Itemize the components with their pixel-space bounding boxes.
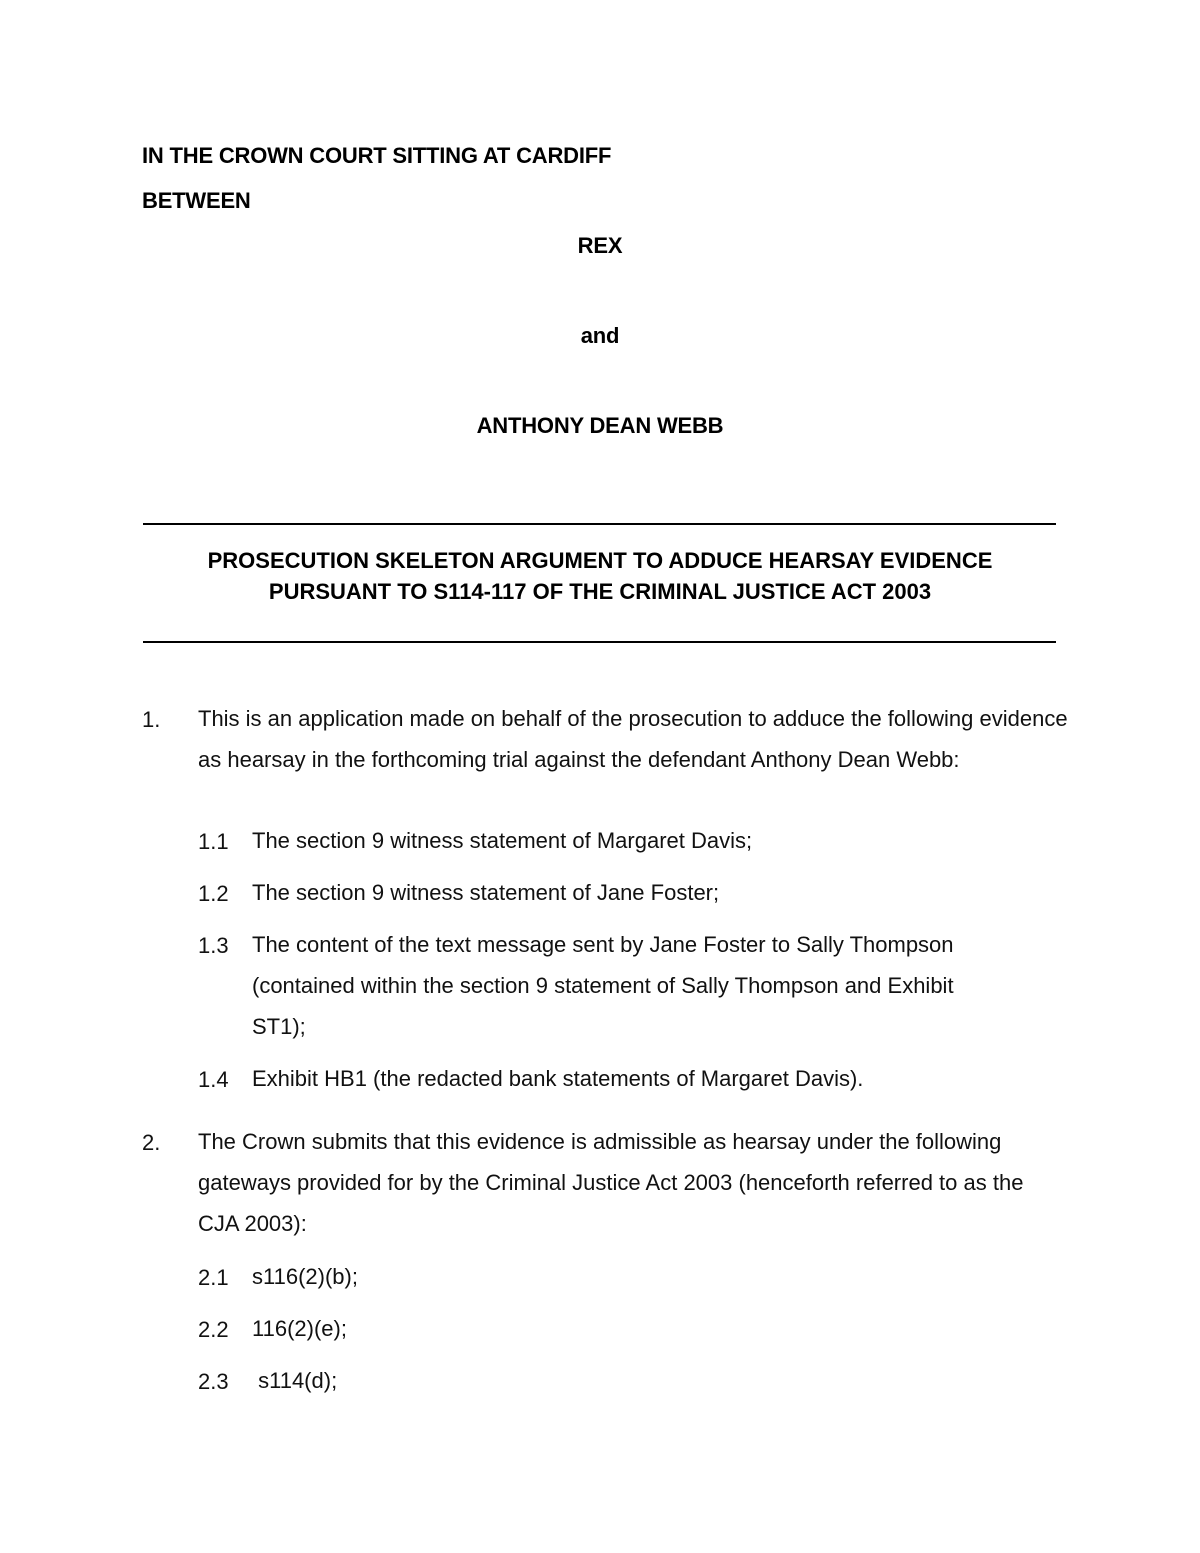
- between-label: BETWEEN: [142, 188, 251, 213]
- and-label: and: [580, 323, 620, 348]
- sub-item-text: s114(d);: [252, 1368, 338, 1393]
- title-line-1: PROSECUTION SKELETON ARGUMENT TO ADDUCE HEARSAY EVIDENCE: [207, 548, 993, 573]
- paragraph-text: This is an application made on behalf of the prosecution to adduce the following evidence as hearsay in the forthcoming trial against the defendant Anthony Dean Webb:: [198, 706, 1068, 772]
- party-two: ANTHONY DEAN WEBB: [476, 413, 724, 438]
- title-bottom-rule: [143, 641, 1056, 643]
- sub-item-number: 1.3: [198, 933, 229, 958]
- sub-item-text: s116(2)(b);: [252, 1264, 358, 1289]
- party-one: REX: [577, 233, 623, 258]
- sub-item-number: 1.2: [198, 881, 229, 906]
- sub-item-text: 116(2)(e);: [252, 1316, 347, 1341]
- title-top-rule: [143, 523, 1056, 525]
- sub-item-text: Exhibit HB1 (the redacted bank statements of Margaret Davis).: [252, 1066, 864, 1091]
- sub-item-text: The content of the text message sent by Jane Foster to Sally Thompson (contained within the section 9 statement of Sally Thompson and Exhibit ST1);: [252, 932, 954, 1039]
- sub-item-text: The section 9 witness statement of Jane Foster;: [252, 880, 720, 905]
- title-line-2: PURSUANT TO S114-117 OF THE CRIMINAL JUSTICE ACT 2003: [268, 579, 932, 604]
- court-heading: IN THE CROWN COURT SITTING AT CARDIFF: [142, 143, 612, 168]
- sub-item-number: 1.4: [198, 1067, 229, 1092]
- sub-item-number: 2.3: [198, 1369, 229, 1394]
- paragraph-number: 1.: [142, 707, 161, 732]
- paragraph-text: The Crown submits that this evidence is admissible as hearsay under the following gateways provided for by the Criminal Justice Act 2003 (henceforth referred to as the CJA 2003):: [198, 1129, 1024, 1236]
- sub-item-number: 2.1: [198, 1265, 229, 1290]
- sub-item-number: 1.1: [198, 829, 229, 854]
- paragraph-number: 2.: [142, 1130, 161, 1155]
- sub-item-number: 2.2: [198, 1317, 229, 1342]
- sub-item-text: The section 9 witness statement of Margaret Davis;: [252, 828, 753, 853]
